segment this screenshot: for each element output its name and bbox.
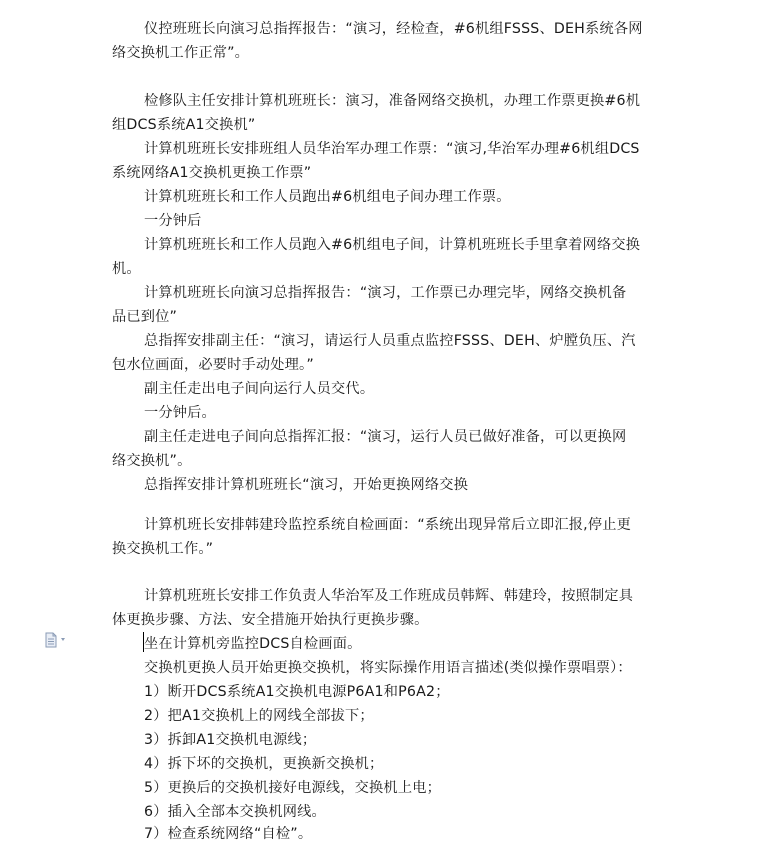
list-item: 4）拆下坏的交换机，更换新交换机；	[144, 756, 384, 772]
paragraph-line: 副主任走进电子间向总指挥汇报：“演习，运行人员已做好准备，可以更换网	[144, 429, 627, 445]
list-item: 5）更换后的交换机接好电源线，交换机上电；	[144, 780, 441, 796]
paragraph-line: 换交换机工作。”	[112, 541, 214, 557]
paragraph-line: 总指挥安排副主任：“演习，请运行人员重点监控FSSS、DEH、炉膛负压、汽	[144, 333, 636, 349]
paragraph-line: 检修队主任安排计算机班班长：演习，准备网络交换机，办理工作票更换#6机	[144, 93, 641, 109]
text-cursor	[143, 632, 144, 652]
paragraph-line: 一分钟后。	[144, 405, 216, 421]
list-item: 2）把A1交换机上的网线全部拔下；	[144, 708, 374, 724]
paragraph-line: 组DCS系统A1交换机”	[112, 117, 256, 133]
paragraph-line: 络交换机”。	[112, 453, 192, 469]
paragraph-line: 一分钟后	[144, 213, 202, 229]
paragraph-line: 包水位画面，必要时手动处理。”	[112, 357, 314, 373]
paragraph-line: 交换机更换人员开始更换交换机，将实际操作用语言描述(类似操作票唱票）：	[144, 660, 632, 676]
paragraph-line: 计算机班班长和工作人员跑出#6机组电子间办理工作票。	[144, 189, 511, 205]
list-item: 1）断开DCS系统A1交换机电源P6A1和P6A2；	[144, 684, 450, 700]
paragraph-line: 系统网络A1交换机更换工作票”	[112, 165, 312, 181]
paragraph-line: 品已到位”	[112, 309, 178, 325]
paragraph-line: 体更换步骤、方法、安全措施开始执行更换步骤。	[112, 612, 429, 628]
list-item: 7）检查系统网络“自检”。	[144, 826, 313, 842]
paragraph-line: 坐在计算机旁监控DCS自检画面。	[144, 636, 362, 652]
list-item: 6）插入全部本交换机网线。	[144, 804, 326, 820]
paragraph-line: 计算机班班长安排班组人员华治军办理工作票：“演习,华治军办理#6机组DCS	[144, 141, 640, 157]
document-options-icon[interactable]	[44, 632, 68, 648]
paragraph-line: 计算机班班长向演习总指挥报告：“演习，工作票已办理完毕，网络交换机备	[144, 285, 627, 301]
paragraph-line: 总指挥安排计算机班班长“演习，开始更换网络交换	[144, 477, 469, 493]
paragraph-line: 副主任走出电子间向运行人员交代。	[144, 381, 375, 397]
paragraph-line: 仪控班班长向演习总指挥报告：“演习，经检查，#6机组FSSS、DEH系统各网	[144, 21, 643, 37]
paragraph-line: 机。	[112, 261, 141, 277]
list-item: 3）拆卸A1交换机电源线；	[144, 732, 317, 748]
paragraph-line: 计算机班长安排韩建玲监控系统自检画面：“系统出现异常后立即汇报,停止更	[144, 517, 632, 533]
paragraph-line: 计算机班班长安排工作负责人华治军及工作班成员韩辉、韩建玲，按照制定具	[144, 588, 634, 604]
paragraph-line: 计算机班班长和工作人员跑入#6机组电子间，计算机班班长手里拿着网络交换	[144, 237, 641, 253]
paragraph-line: 络交换机工作正常”。	[112, 45, 250, 61]
